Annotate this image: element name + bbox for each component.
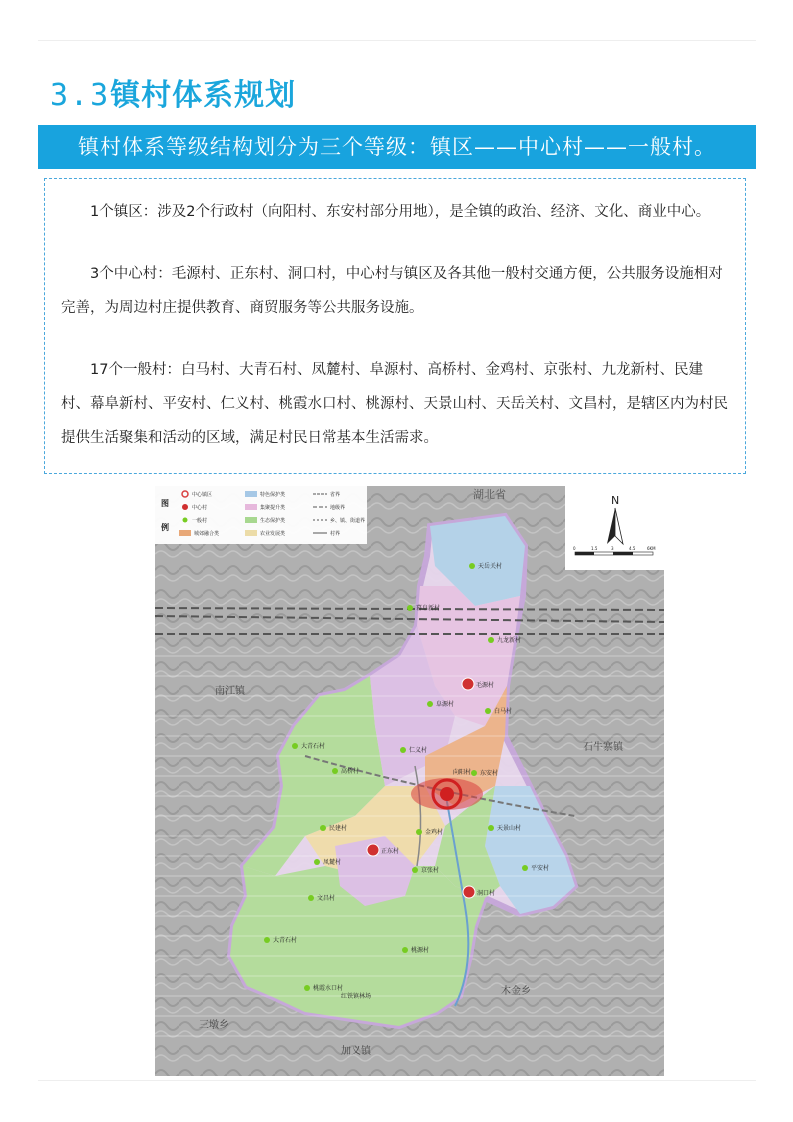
legend-item-protect xyxy=(245,491,285,498)
village-jingzhang xyxy=(412,866,439,874)
svg-text:地级界: 地级界 xyxy=(330,505,346,511)
section-heading: 镇村体系规划 xyxy=(110,78,297,113)
svg-text:高桥村: 高桥村 xyxy=(341,768,360,775)
map-legend xyxy=(155,486,367,544)
legend-item-eco xyxy=(245,517,285,524)
park-label: 红铁镇林场 xyxy=(341,993,372,1000)
neighbor-sandun: 三墩乡 xyxy=(199,1020,229,1031)
description-box xyxy=(44,178,746,474)
svg-text:6KM: 6KM xyxy=(647,546,656,551)
svg-text:1.5: 1.5 xyxy=(591,546,598,551)
village-gaoqiao xyxy=(332,767,359,775)
paragraph-general-villages: 17个一般村：白马村、大青石村、凤麓村、阜源村、高桥村、金鸡村、京张村、九龙新村、民建村、幕阜新村、平安村、仁义村、桃霞水口村、桃源村、天景山村、天岳关村、文昌村，是辖区内为村民提供生活聚集和活动的区域，满足村民日常基本生活需求。 xyxy=(61,362,728,446)
paragraph-town: 1个镇区：涉及2个行政村（向阳村、东安村部分用地），是全镇的政治、经济、文化、商业中心。 xyxy=(90,204,711,220)
svg-text:大青石村: 大青石村 xyxy=(301,743,326,750)
paragraph-center-villages: 3个中心村：毛源村、正东村、洞口村，中心村与镇区及各其他一般村交通方便，公共服务设施相对完善，为周边村庄提供教育、商贸服务等公共服务设施。 xyxy=(61,266,723,316)
village-dongan xyxy=(471,769,498,777)
svg-text:阜源村: 阜源村 xyxy=(436,701,455,708)
svg-text:文昌村: 文昌村 xyxy=(317,895,336,902)
bottom-rule xyxy=(38,1080,756,1081)
svg-text:天岳关村: 天岳关村 xyxy=(478,563,503,570)
svg-text:3: 3 xyxy=(611,546,614,551)
svg-text:城郊融合类: 城郊融合类 xyxy=(194,531,220,537)
svg-text:仁义村: 仁义村 xyxy=(409,747,428,754)
svg-text:凤麓村: 凤麓村 xyxy=(323,859,342,866)
legend-title-2: 例 xyxy=(161,523,169,532)
village-pingan xyxy=(522,864,549,872)
svg-text:4.5: 4.5 xyxy=(629,546,636,551)
neighbor-nanjiang: 南江镇 xyxy=(215,686,245,697)
village-system-map xyxy=(155,486,664,1076)
svg-text:桃霞水口村: 桃霞水口村 xyxy=(313,985,344,992)
section-number: 3.3 xyxy=(50,78,111,113)
legend-item-cluster xyxy=(245,504,285,511)
top-rule xyxy=(38,40,756,41)
svg-text:省界: 省界 xyxy=(330,492,341,498)
village-jinji xyxy=(416,828,443,836)
svg-text:民建村: 民建村 xyxy=(329,825,348,832)
village-baima xyxy=(485,707,512,715)
svg-text:中心村: 中心村 xyxy=(192,505,208,511)
svg-text:集聚提升类: 集聚提升类 xyxy=(260,505,286,511)
svg-text:幕阜新村: 幕阜新村 xyxy=(416,605,441,612)
svg-text:0: 0 xyxy=(573,546,576,551)
village-wenchang xyxy=(308,894,335,902)
svg-text:大青石村: 大青石村 xyxy=(273,937,298,944)
svg-text:正东村: 正东村 xyxy=(381,848,400,855)
neighbor-hubei: 湖北省 xyxy=(473,488,506,501)
svg-text:九龙新村: 九龙新村 xyxy=(497,637,522,644)
section-title xyxy=(50,70,296,114)
svg-text:生态保护类: 生态保护类 xyxy=(260,518,286,524)
legend-title-1: 图 xyxy=(161,499,169,508)
village-renyi xyxy=(400,746,427,754)
svg-text:一般村: 一般村 xyxy=(192,518,208,524)
legend-item-suburb xyxy=(179,530,219,537)
village-fenglu xyxy=(314,858,341,866)
neighbor-mujin: 木金乡 xyxy=(501,986,531,997)
svg-text:农业发展类: 农业发展类 xyxy=(260,531,286,537)
svg-text:毛源村: 毛源村 xyxy=(476,682,495,689)
north-label: N xyxy=(611,494,620,507)
svg-text:京张村: 京张村 xyxy=(421,867,440,874)
town-center-marker xyxy=(411,778,483,810)
town-label: 向阳村 xyxy=(453,769,472,776)
svg-text:白马村: 白马村 xyxy=(494,708,513,715)
village-taoyuan xyxy=(402,946,429,954)
svg-text:村界: 村界 xyxy=(330,531,341,537)
svg-text:金鸡村: 金鸡村 xyxy=(425,829,444,836)
svg-text:乡、镇、街道界: 乡、镇、街道界 xyxy=(330,518,366,524)
svg-text:天景山村: 天景山村 xyxy=(497,825,522,832)
summary-banner: 镇村体系等级结构划分为三个等级：镇区——中心村——一般村。 xyxy=(38,125,756,169)
svg-text:洞口村: 洞口村 xyxy=(477,890,496,897)
legend-item-agri xyxy=(245,530,285,537)
svg-text:桃源村: 桃源村 xyxy=(411,947,430,954)
neighbor-shiniuzhai: 石牛寨镇 xyxy=(583,742,623,753)
village-fuyuan xyxy=(427,700,454,708)
svg-text:东安村: 东安村 xyxy=(480,770,499,777)
svg-text:特色保护类: 特色保护类 xyxy=(260,492,286,498)
svg-text:中心镇区: 中心镇区 xyxy=(192,492,213,498)
village-minjian xyxy=(320,824,347,832)
svg-text:平安村: 平安村 xyxy=(531,865,550,872)
north-arrow-scale xyxy=(565,486,664,570)
neighbor-jiayi: 加义镇 xyxy=(341,1046,371,1057)
